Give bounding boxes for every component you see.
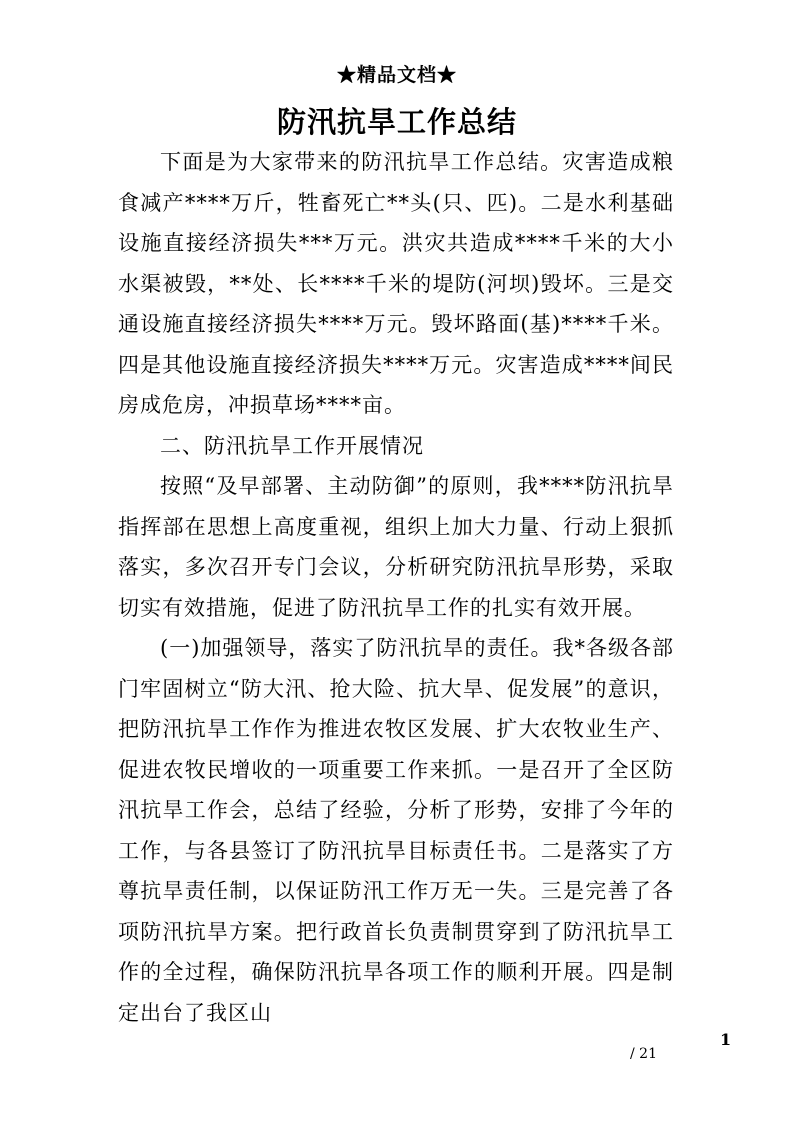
document-title: 防汛抗旱工作总结 <box>276 105 517 139</box>
section-heading: 二、防汛抗旱工作开展情况 <box>160 433 424 458</box>
page-number: 1 <box>720 1030 732 1049</box>
document-body <box>118 142 674 1033</box>
page-total: / 21 <box>630 1046 657 1062</box>
header-mark: ★精品文档★ <box>336 64 457 86</box>
paragraph-principle: 按照“及早部署、主动防御”的原则，我****防汛抗旱指挥部在思想上高度重视，组织上加大力量、行动上狠抓落实，多次召开专门会议，分析研究防汛抗旱形势，采取切实有效措施，促进了防汛抗旱工作的扎实有效开展。 <box>118 474 674 620</box>
paragraph-losses: 下面是为大家带来的防汛抗旱工作总结。灾害造成粮食减产****万斤，牲畜死亡**头(只、匹)。二是水利基础设施直接经济损失***万元。洪灾共造成****千米的大小水渠被毁，**处、长****千米的堤防(河坝)毁坏。三是交通设施直接经济损失****万元。毁坏路面(基)****千米。四是其他设施直接经济损失****万元。灾害造成****间民房成危房，冲损草场****亩。 <box>118 150 674 417</box>
paragraph-leadership: (一)加强领导，落实了防汛抗旱的责任。我*各级各部门牢固树立“防大汛、抢大险、抗大旱、促发展”的意识，把防汛抗旱工作作为推进农牧区发展、扩大农牧业生产、促进农牧民增收的一项重要工作来抓。一是召开了全区防汛抗旱工作会，总结了经验，分析了形势，安排了今年的工作，与各县签订了防汛抗旱目标责任书。二是落实了方尊抗旱责任制，以保证防汛工作万无一失。三是完善了各项防汛抗旱方案。把行政首长负责制贯穿到了防汛抗旱工作的全过程，确保防汛抗旱各项工作的顺利开展。四是制定出台了我区山 <box>118 636 674 1025</box>
